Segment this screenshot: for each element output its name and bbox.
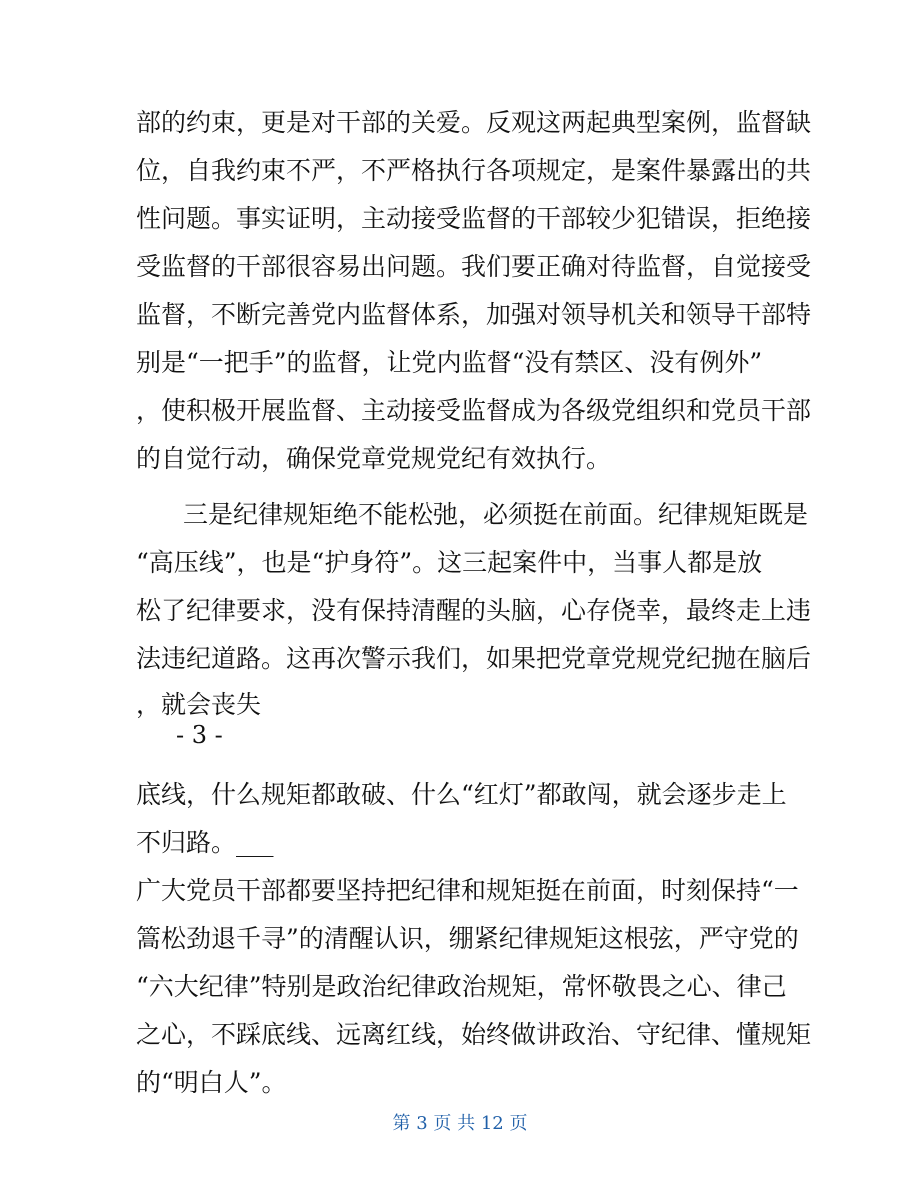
body-line: ，就会丧失 <box>136 690 262 719</box>
page-footer: 第 3 页 共 12 页 <box>392 1113 528 1134</box>
body-line: 性问题。事实证明，主动接受监督的干部较少犯错误，拒绝接 <box>136 204 812 233</box>
body-line: 广大党员干部都要坚持把纪律和规矩挺在前面，时刻保持“一 <box>136 876 799 905</box>
body-line: 别是“一把手”的监督，让党内监督“没有禁区、没有例外” <box>136 348 763 377</box>
body-line: 监督，不断完善党内监督体系，加强对领导机关和领导干部特 <box>136 300 812 329</box>
body-line: ，使积极开展监督、主动接受监督成为各级党组织和党员干部 <box>136 396 812 425</box>
body-line: 不归路。___ <box>136 828 274 857</box>
inline-page-number: - 3 - <box>176 721 223 749</box>
body-line: 部的约束，更是对干部的关爱。反观这两起典型案例，监督缺 <box>136 108 812 137</box>
body-line: 的自觉行动，确保党章党规党纪有效执行。 <box>136 444 612 473</box>
body-line: 之心，不踩底线、远离红线，始终做讲政治、守纪律、懂规矩 <box>136 1020 812 1049</box>
body-line: “高压线”，也是“护身符”。这三起案件中，当事人都是放 <box>136 548 763 577</box>
body-line: 松了纪律要求，没有保持清醒的头脑，心存侥幸，最终走上违 <box>136 596 812 625</box>
body-line: 篙松劲退千寻”的清醒认识，绷紧纪律规矩这根弦，严守党的 <box>136 924 799 953</box>
body-line: 受监督的干部很容易出问题。我们要正确对待监督，自觉接受 <box>136 252 812 281</box>
body-line: 位，自我约束不严，不严格执行各项规定，是案件暴露出的共 <box>136 156 812 185</box>
body-line: “六大纪律”特别是政治纪律政治规矩，常怀敬畏之心、律己 <box>136 972 787 1001</box>
body-line: 的“明白人”。 <box>136 1068 287 1097</box>
body-line: 底线，什么规矩都敢破、什么“红灯”都敢闯，就会逐步走上 <box>136 780 787 809</box>
paragraph-two-first-line: 三是纪律规矩绝不能松弛，必须挺在前面。纪律规矩既是 <box>183 500 809 529</box>
body-line: 法违纪道路。这再次警示我们，如果把党章党规党纪抛在脑后 <box>136 644 812 673</box>
